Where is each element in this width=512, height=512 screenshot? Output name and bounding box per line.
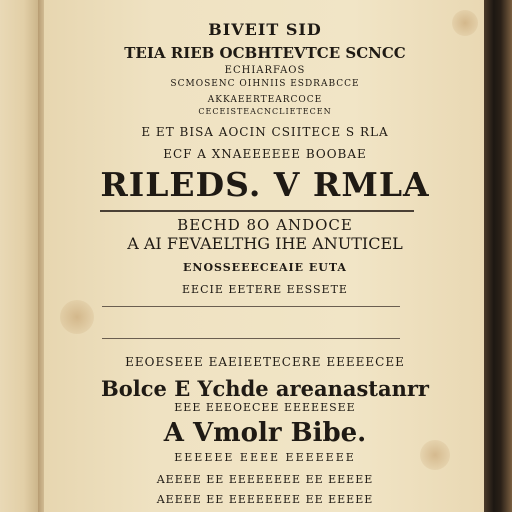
- section-subline: EEE EEEOECEE EEEEESEE: [174, 401, 356, 414]
- small-line: SCMOSENC OIHNIIS ESDRABCCE: [170, 79, 360, 89]
- facing-page: [0, 0, 40, 512]
- small-line: AKKAEERTEARCOCE: [207, 95, 323, 105]
- description-line: ENOSSEEECEAIE EUTA: [183, 261, 347, 274]
- main-title: RILEDS. V RMLA: [100, 165, 430, 204]
- imprint-line: AEEEE EE EEEEEEEE EE EEEEE: [156, 473, 374, 486]
- imprint-line: EEEEEE EEEE EEEEEEE: [174, 451, 356, 464]
- imprint-line: AEEEE EE EEEEEEEE EE EEEEE: [156, 493, 374, 506]
- subheader-line: TEIA RIEB OCBHTEVTCE SCNCC: [124, 44, 406, 62]
- subtitle-line: A AI FEVAELTHG IHE ANUTICEL: [127, 234, 403, 253]
- author-line: E ET BISA AOCIN CSIITECE S RLA: [141, 125, 389, 139]
- small-line: CECEISTEACNCLIETECEN: [198, 107, 332, 116]
- description-line: EECIE EETERE EESSETE: [182, 283, 348, 296]
- divider: [102, 338, 400, 339]
- foxing-stain: [60, 300, 94, 334]
- section-line: EEOESEEE EAEIEETECERE EEEEECEE: [125, 355, 405, 369]
- book-edge: [484, 0, 512, 512]
- section-title: A Vmolr Bibe.: [163, 418, 367, 448]
- divider: [102, 306, 400, 307]
- subtitle-line: BECHD 8O ANDOCE: [177, 216, 353, 234]
- small-line: ECHIARFAOS: [224, 65, 306, 76]
- author-line: ECF A XNAEEEEEE BOOBAE: [163, 147, 367, 161]
- section-title: Bolce E Ychde areanastanrr: [101, 376, 429, 401]
- title-rule: [100, 210, 414, 212]
- header-line: BIVEIT SID: [208, 20, 322, 39]
